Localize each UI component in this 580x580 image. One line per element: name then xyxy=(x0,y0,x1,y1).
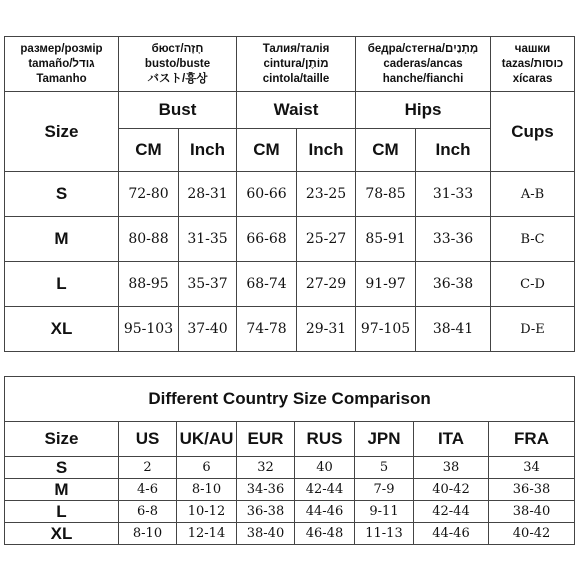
jpn-value: 5 xyxy=(355,457,414,479)
hips-cm-value: 97-105 xyxy=(356,307,416,352)
lang-label-cups: чашки tazas/כוסות xícaras xyxy=(491,37,575,92)
waist-cm-value: 74-78 xyxy=(237,307,297,352)
size-label: L xyxy=(5,262,119,307)
waist-cm-value: 68-74 xyxy=(237,262,297,307)
table-row xyxy=(5,523,575,545)
fra-value: 34 xyxy=(489,457,575,479)
eur-value: 34-36 xyxy=(237,479,295,501)
jpn-value: 9-11 xyxy=(355,501,414,523)
hips-cm-header: CM xyxy=(356,129,416,172)
bust-inch-value: 28-31 xyxy=(179,172,237,217)
us-value: 4-6 xyxy=(119,479,177,501)
hips-inch-value: 36-38 xyxy=(416,262,491,307)
bust-cm-value: 88-95 xyxy=(119,262,179,307)
lang-label-bust: бюст/חָזֶה busto/buste バスト/흉상 xyxy=(119,37,237,92)
bust-cm-value: 80-88 xyxy=(119,217,179,262)
size-label: S xyxy=(5,172,119,217)
waist-header: Waist xyxy=(237,92,356,129)
rus-value: 42-44 xyxy=(295,479,355,501)
header-ita: ITA xyxy=(414,422,489,457)
hips-cm-value: 91-97 xyxy=(356,262,416,307)
fra-value: 38-40 xyxy=(489,501,575,523)
us-value: 8-10 xyxy=(119,523,177,545)
bust-inch-value: 35-37 xyxy=(179,262,237,307)
eur-value: 38-40 xyxy=(237,523,295,545)
waist-inch-value: 27-29 xyxy=(297,262,356,307)
hips-header: Hips xyxy=(356,92,491,129)
waist-inch-header: Inch xyxy=(297,129,356,172)
size-label: XL xyxy=(5,523,119,545)
lang-label-waist: Талия/талія cintura/מוֹתֶן cintola/taille xyxy=(237,37,356,92)
country-size-comparison-table xyxy=(4,376,575,545)
eur-value: 36-38 xyxy=(237,501,295,523)
jpn-value: 11-13 xyxy=(355,523,414,545)
header-fra: FRA xyxy=(489,422,575,457)
rus-value: 44-46 xyxy=(295,501,355,523)
us-value: 2 xyxy=(119,457,177,479)
size-label: L xyxy=(5,501,119,523)
uk-au-value: 6 xyxy=(177,457,237,479)
hips-inch-header: Inch xyxy=(416,129,491,172)
header-us: US xyxy=(119,422,177,457)
table-row xyxy=(5,307,575,352)
size-label: M xyxy=(5,479,119,501)
table-row xyxy=(5,501,575,523)
uk-au-value: 10-12 xyxy=(177,501,237,523)
cups-value: A-B xyxy=(491,172,575,217)
eur-value: 32 xyxy=(237,457,295,479)
rus-value: 40 xyxy=(295,457,355,479)
comparison-title-row xyxy=(5,377,575,422)
cups-header: Cups xyxy=(491,92,575,172)
measurement-header-row xyxy=(5,92,575,129)
size-label: S xyxy=(5,457,119,479)
uk-au-value: 8-10 xyxy=(177,479,237,501)
table-row xyxy=(5,457,575,479)
header-rus: RUS xyxy=(295,422,355,457)
comparison-header-row xyxy=(5,422,575,457)
cups-value: C-D xyxy=(491,262,575,307)
waist-inch-value: 25-27 xyxy=(297,217,356,262)
waist-inch-value: 23-25 xyxy=(297,172,356,217)
bust-inch-value: 37-40 xyxy=(179,307,237,352)
waist-cm-header: CM xyxy=(237,129,297,172)
hips-inch-value: 33-36 xyxy=(416,217,491,262)
bust-inch-header: Inch xyxy=(179,129,237,172)
bust-header: Bust xyxy=(119,92,237,129)
header-uk-au: UK/AU xyxy=(177,422,237,457)
hips-cm-value: 78-85 xyxy=(356,172,416,217)
language-header-row xyxy=(5,37,575,92)
rus-value: 46-48 xyxy=(295,523,355,545)
lang-label-hips: бедра/стегна/מָתְנַיִם caderas/ancas hanche/fianchi xyxy=(356,37,491,92)
table-row xyxy=(5,479,575,501)
cups-value: D-E xyxy=(491,307,575,352)
table-row xyxy=(5,262,575,307)
bust-cm-value: 72-80 xyxy=(119,172,179,217)
ita-value: 40-42 xyxy=(414,479,489,501)
header-jpn: JPN xyxy=(355,422,414,457)
size-chart-table xyxy=(4,36,575,352)
bust-cm-header: CM xyxy=(119,129,179,172)
waist-cm-value: 66-68 xyxy=(237,217,297,262)
waist-inch-value: 29-31 xyxy=(297,307,356,352)
header-eur: EUR xyxy=(237,422,295,457)
uk-au-value: 12-14 xyxy=(177,523,237,545)
size-column-header: Size xyxy=(5,92,119,172)
bust-inch-value: 31-35 xyxy=(179,217,237,262)
jpn-value: 7-9 xyxy=(355,479,414,501)
size-label: XL xyxy=(5,307,119,352)
ita-value: 38 xyxy=(414,457,489,479)
header-size: Size xyxy=(5,422,119,457)
ita-value: 44-46 xyxy=(414,523,489,545)
table-row xyxy=(5,217,575,262)
fra-value: 40-42 xyxy=(489,523,575,545)
cups-value: B-C xyxy=(491,217,575,262)
ita-value: 42-44 xyxy=(414,501,489,523)
fra-value: 36-38 xyxy=(489,479,575,501)
hips-inch-value: 31-33 xyxy=(416,172,491,217)
comparison-title: Different Country Size Comparison xyxy=(5,377,575,422)
hips-inch-value: 38-41 xyxy=(416,307,491,352)
hips-cm-value: 85-91 xyxy=(356,217,416,262)
bust-cm-value: 95-103 xyxy=(119,307,179,352)
lang-label-size: размер/розмір tamaño/גודל Tamanho xyxy=(5,37,119,92)
size-label: M xyxy=(5,217,119,262)
table-row xyxy=(5,172,575,217)
waist-cm-value: 60-66 xyxy=(237,172,297,217)
us-value: 6-8 xyxy=(119,501,177,523)
